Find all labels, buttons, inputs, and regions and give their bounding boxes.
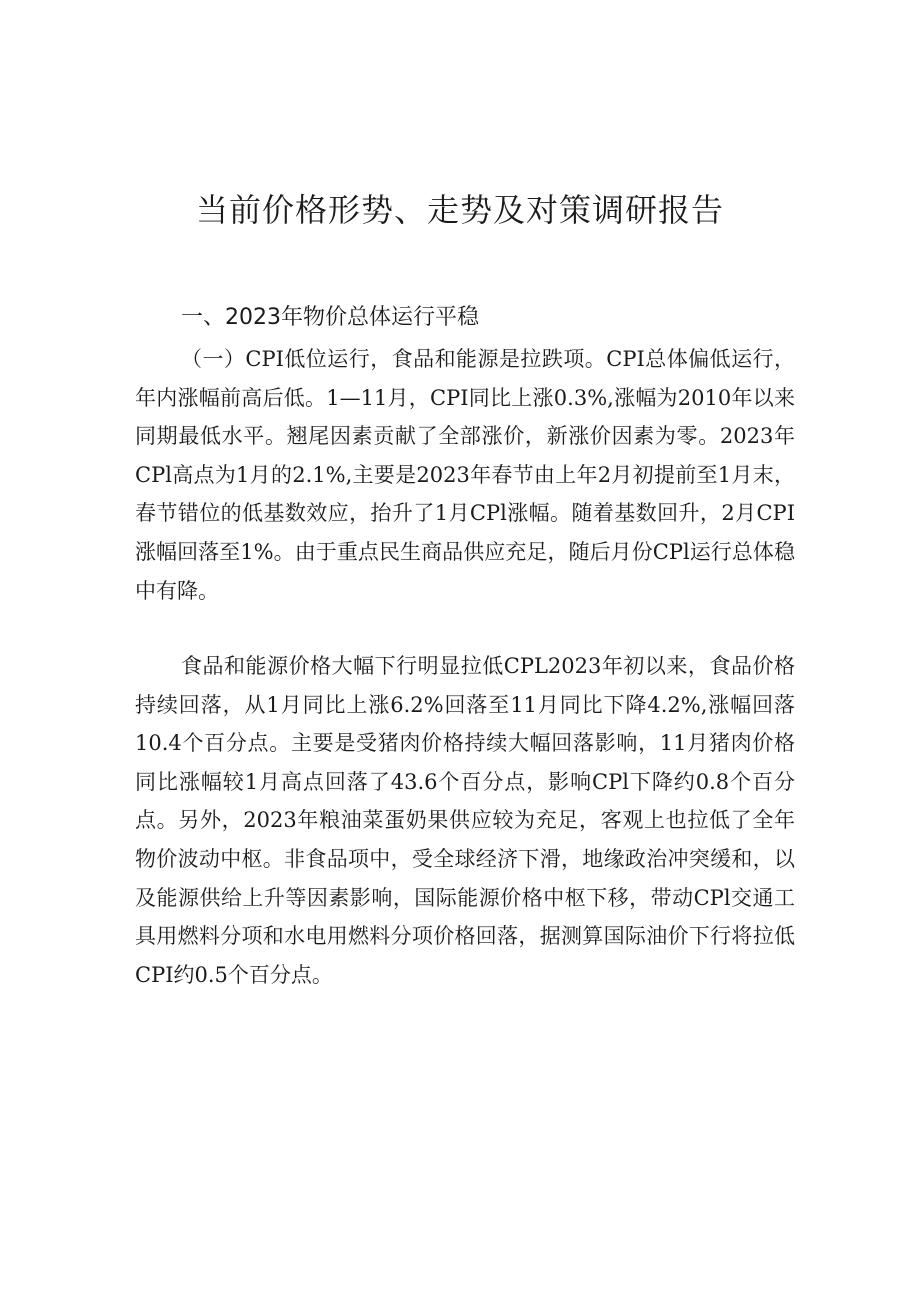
section-heading: 一、2023年物价总体运行平稳 — [181, 305, 479, 330]
document-title: 当前价格形势、走势及对策调研报告 — [195, 191, 724, 229]
body-paragraph: （一）CPI低位运行，食品和能源是拉跌项。CPI总体偏低运行，年内涨幅前高后低。1—11月，CPI同比上涨0.3%,涨幅为2010年以来同期最低水平。翘尾因素贡献了全部涨价，新涨价因素为零。2023年CPl高点为1月的2.1%,主要是2023年春节由上年2月初提前至1月末，春节错位的低基数效应，抬升了1月CPl涨幅。随着基数回升，2月CPI涨幅回落至1%。由于重点民生商品供应充足，随后月份CPl运行总体稳中有降。 — [135, 347, 795, 603]
body-paragraph: 食品和能源价格大幅下行明显拉低CPL2023年初以来，食品价格持续回落，从1月同比上涨6.2%回落至11月同比下降4.2%,涨幅回落10.4个百分点。主要是受猪肉价格持续大幅回落影响，11月猪肉价格同比涨幅较1月高点回落了43.6个百分点，影响CPl下降约0.8个百分点。另外，2023年粮油菜蛋奶果供应较为充足，客观上也拉低了全年物价波动中枢。非食品项中，受全球经济下滑，地缘政治冲突缓和，以及能源供给上升等因素影响，国际能源价格中枢下移，带动CPl交通工具用燃料分项和水电用燃料分项价格回落，据测算国际油价下行将拉低CPI约0.5个百分点。 — [135, 654, 795, 987]
